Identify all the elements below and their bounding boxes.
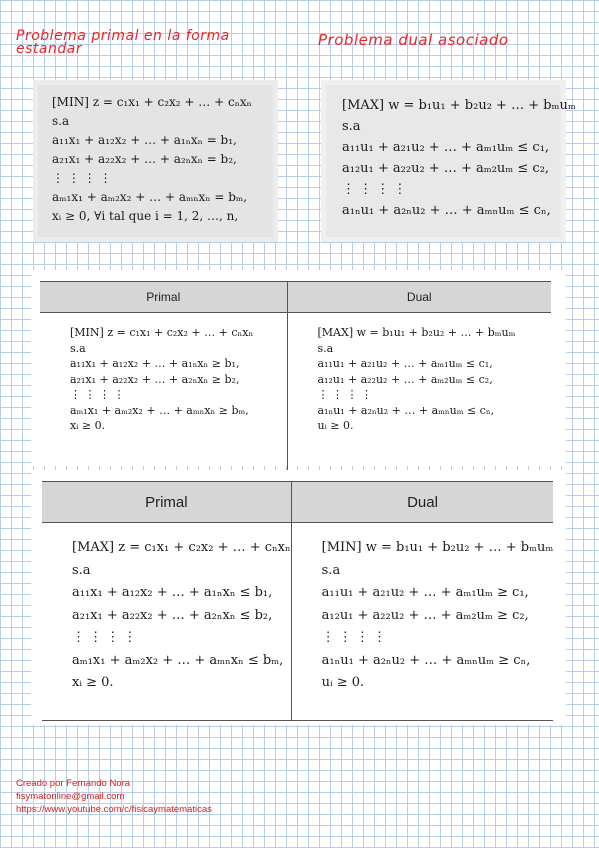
formula-line: a₁₂u₁ + a₂₂u₂ + … + aₘ₂uₘ ≤ c₂, bbox=[317, 372, 493, 386]
table-row bbox=[40, 313, 551, 471]
formula-line: a₁ₙu₁ + a₂ₙu₂ + … + aₘₙuₘ ≥ cₙ, bbox=[321, 652, 531, 668]
column-header-dual: Dual bbox=[291, 482, 553, 523]
credits bbox=[16, 777, 212, 816]
formula-line: ⋮ ⋮ ⋮ ⋮ bbox=[52, 171, 112, 185]
formula-line: aₘ₁x₁ + aₘ₂x₂ + … + aₘₙxₙ = bₘ, bbox=[52, 190, 248, 204]
formula-line: a₁₁x₁ + a₁₂x₂ + … + a₁ₙxₙ ≥ b₁, bbox=[70, 357, 240, 370]
formula-line: ⋮ ⋮ ⋮ ⋮ bbox=[321, 630, 387, 645]
formula-line: ⋮ ⋮ ⋮ ⋮ bbox=[70, 388, 125, 401]
author-credit: Creado por Fernando Nora bbox=[16, 778, 131, 789]
dual-formula bbox=[342, 95, 576, 221]
formula-line: s.a bbox=[342, 119, 361, 134]
column-header-dual: Dual bbox=[287, 282, 551, 313]
dual-cell bbox=[287, 313, 551, 471]
formula-line: a₁ₙu₁ + a₂ₙu₂ + … + aₘₙuₘ ≤ cₙ, bbox=[317, 403, 495, 417]
formula-line: s.a bbox=[70, 341, 86, 355]
formula-line: a₂₁x₁ + a₂₂x₂ + … + a₂ₙxₙ ≤ b₂, bbox=[72, 607, 273, 623]
table-header-row bbox=[40, 282, 551, 313]
column-header-primal: Primal bbox=[42, 482, 291, 523]
formula-line: [MAX] w = b₁u₁ + b₂u₂ + … + bₘuₘ bbox=[317, 326, 516, 339]
formula-line: xᵢ ≥ 0. bbox=[70, 419, 106, 432]
formula-line: s.a bbox=[52, 114, 70, 128]
formula-line: uᵢ ≥ 0. bbox=[317, 419, 354, 432]
formula-line: ⋮ ⋮ ⋮ ⋮ bbox=[317, 388, 372, 401]
email-link[interactable]: fisymatonline@gmail.com bbox=[16, 791, 125, 802]
formula-line: s.a bbox=[72, 562, 91, 578]
formula-line: s.a bbox=[317, 341, 334, 355]
formula-line: s.a bbox=[321, 562, 341, 578]
dual-formulation-box bbox=[321, 80, 576, 242]
formula-line: ⋮ ⋮ ⋮ ⋮ bbox=[342, 182, 407, 197]
formula-line: a₁₁u₁ + a₂₁u₂ + … + aₘ₁uₘ ≤ c₁, bbox=[317, 357, 493, 370]
formula-line: a₁₂u₁ + a₂₂u₂ + … + aₘ₂uₘ ≥ c₂, bbox=[321, 607, 529, 623]
min-primal-dual-table-panel bbox=[31, 270, 566, 466]
formula-line: xᵢ ≥ 0. bbox=[72, 675, 114, 690]
primal-formula bbox=[52, 93, 273, 226]
primal-title: Problema primal en la forma estandar bbox=[16, 28, 230, 57]
max-primal-dual-table-panel bbox=[31, 470, 566, 725]
formula-line: [MIN] w = b₁u₁ + b₂u₂ + … + bₘuₘ bbox=[321, 540, 554, 555]
formula-line: a₁₁u₁ + a₂₁u₂ + … + aₘ₁uₘ ≤ c₁, bbox=[342, 140, 550, 155]
primal-cell bbox=[40, 313, 287, 471]
table-header-row bbox=[42, 482, 553, 523]
youtube-link[interactable]: https://www.youtube.com/c/fisicaymatematicas bbox=[16, 804, 212, 815]
formula-line: uᵢ ≥ 0. bbox=[321, 675, 365, 690]
table-row bbox=[42, 523, 553, 721]
formula-line: a₁₁x₁ + a₁₂x₂ + … + a₁ₙxₙ = b₁, bbox=[52, 133, 237, 147]
formula-line: a₂₁x₁ + a₂₂x₂ + … + a₂ₙxₙ ≥ b₂, bbox=[70, 372, 240, 386]
formula-line: [MIN] z = c₁x₁ + c₂x₂ + … + cₙxₙ bbox=[70, 326, 254, 339]
formula-line: xᵢ ≥ 0, ∀i tal que i = 1, 2, …, n, bbox=[52, 209, 239, 223]
formula-line: a₁ₙu₁ + a₂ₙu₂ + … + aₘₙuₘ ≤ cₙ, bbox=[342, 203, 551, 218]
primal-cell bbox=[42, 523, 291, 721]
min-primal-dual-table bbox=[40, 281, 551, 471]
dual-cell bbox=[291, 523, 553, 721]
formula-line: aₘ₁x₁ + aₘ₂x₂ + … + aₘₙxₙ ≥ bₘ, bbox=[70, 403, 249, 417]
dual-title: Problema dual asociado bbox=[318, 31, 509, 49]
formula-line: [MAX] w = b₁u₁ + b₂u₂ + … + bₘuₘ bbox=[342, 98, 576, 113]
column-header-primal: Primal bbox=[40, 282, 287, 313]
formula-line: a₁₁u₁ + a₂₁u₂ + … + aₘ₁uₘ ≥ c₁, bbox=[321, 585, 529, 600]
formula-line: a₁₂u₁ + a₂₂u₂ + … + aₘ₂uₘ ≤ c₂, bbox=[342, 161, 550, 176]
primal-formulation-box bbox=[33, 80, 278, 242]
formula-line: ⋮ ⋮ ⋮ ⋮ bbox=[72, 630, 137, 645]
formula-line: aₘ₁x₁ + aₘ₂x₂ + … + aₘₙxₙ ≤ bₘ, bbox=[72, 652, 284, 668]
formula-line: a₁₁x₁ + a₁₂x₂ + … + a₁ₙxₙ ≤ b₁, bbox=[72, 585, 273, 600]
formula-line: [MAX] z = c₁x₁ + c₂x₂ + … + cₙxₙ bbox=[72, 540, 291, 555]
formula-line: a₂₁x₁ + a₂₂x₂ + … + a₂ₙxₙ = b₂, bbox=[52, 152, 237, 166]
max-primal-dual-table bbox=[42, 481, 553, 721]
formula-line: [MIN] z = c₁x₁ + c₂x₂ + … + cₙxₙ bbox=[52, 95, 252, 109]
